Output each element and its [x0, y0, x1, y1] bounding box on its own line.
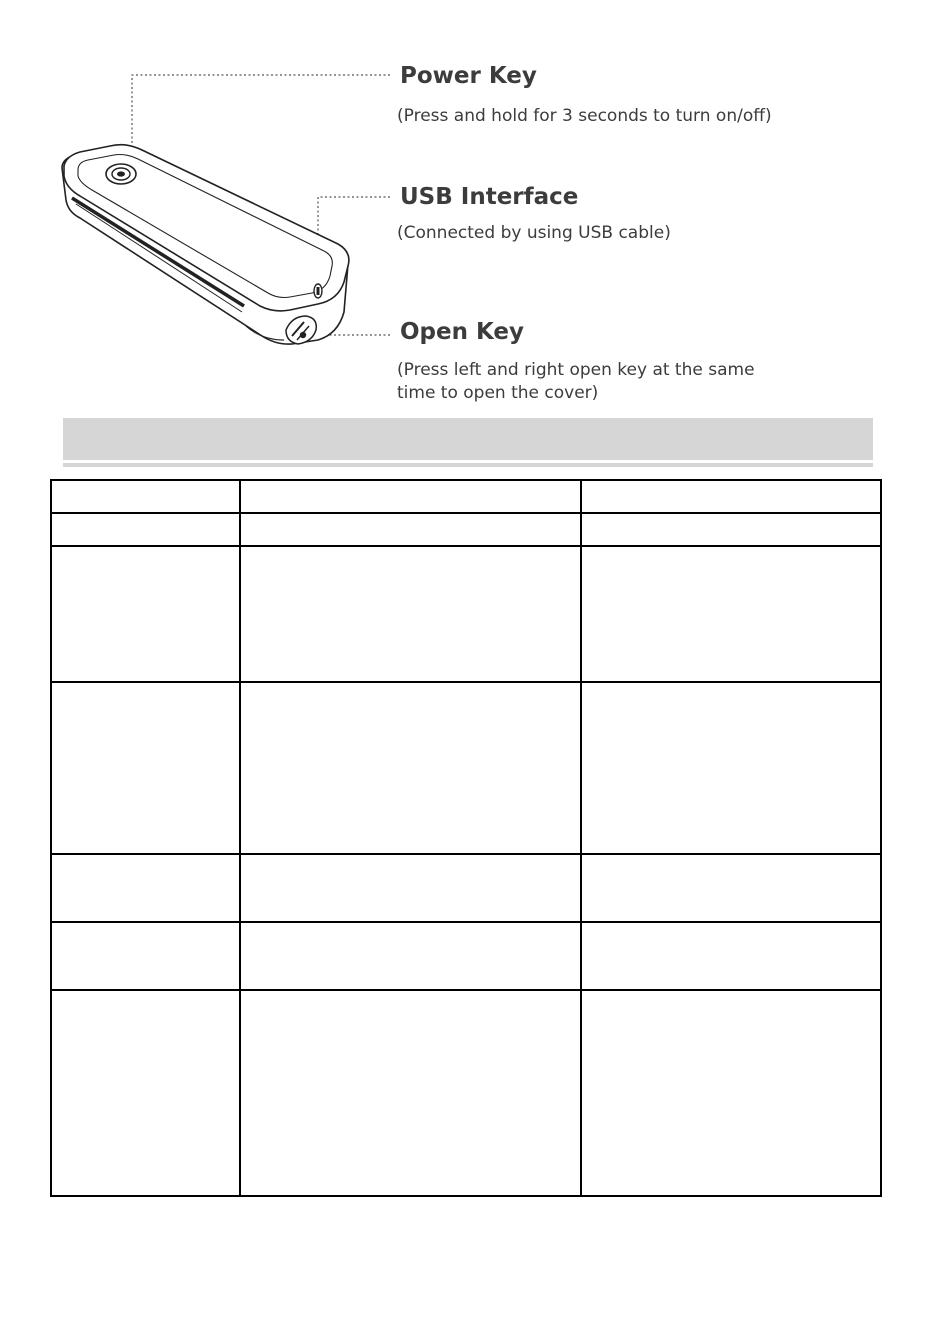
table-cell: [51, 682, 240, 854]
section-header-underline: [63, 463, 873, 467]
power-key-title: Power Key: [400, 63, 537, 89]
usb-interface-description: (Connected by using USB cable): [397, 223, 671, 243]
power-key-icon: [106, 164, 136, 184]
table-row: [51, 546, 881, 682]
table-cell: [581, 682, 881, 854]
power-key-leader-line: [132, 75, 390, 160]
table-cell: [240, 546, 581, 682]
table-cell: [581, 990, 881, 1196]
table-row: [51, 854, 881, 922]
power-key-description: (Press and hold for 3 seconds to turn on/off): [397, 106, 772, 126]
table-cell: [581, 546, 881, 682]
table-row: [51, 682, 881, 854]
table-cell: [581, 480, 881, 513]
table-cell: [240, 682, 581, 854]
spec-table: [50, 479, 882, 1197]
printer-body: [62, 145, 349, 344]
table-cell: [51, 854, 240, 922]
usb-port-icon: [314, 284, 322, 298]
table-cell: [51, 546, 240, 682]
open-key-description-line1: (Press left and right open key at the same: [397, 360, 755, 380]
table-cell: [581, 854, 881, 922]
table-row: [51, 480, 881, 513]
table-cell: [240, 513, 581, 546]
table-row: [51, 513, 881, 546]
table-cell: [51, 480, 240, 513]
table-cell: [240, 480, 581, 513]
table-cell: [51, 513, 240, 546]
table-cell: [581, 513, 881, 546]
usb-interface-title: USB Interface: [400, 184, 579, 210]
table-row: [51, 990, 881, 1196]
open-key-description: [397, 359, 755, 405]
open-key-title: Open Key: [400, 319, 525, 345]
open-key-description-line2: time to open the cover): [397, 383, 599, 403]
section-header-band: [63, 418, 873, 460]
table-cell: [51, 922, 240, 990]
table-cell: [51, 990, 240, 1196]
table-row: [51, 922, 881, 990]
table-cell: [240, 854, 581, 922]
table-cell: [240, 922, 581, 990]
table-cell: [581, 922, 881, 990]
table-cell: [240, 990, 581, 1196]
